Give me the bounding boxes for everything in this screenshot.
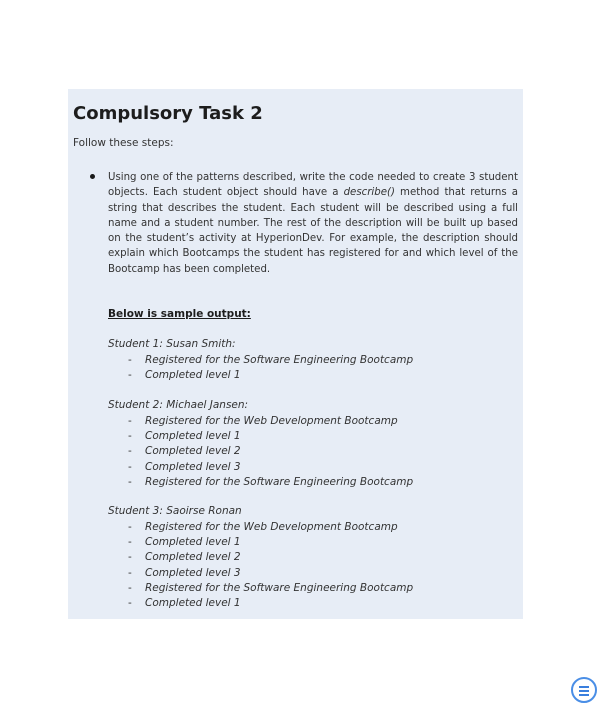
student-activity-list <box>108 520 508 611</box>
list-item: - Registered for the Web Development Bootcamp <box>108 520 508 535</box>
student-name: Student 2: Michael Jansen: <box>108 399 249 411</box>
list-item: - Completed level 3 <box>108 566 508 581</box>
sample-output-heading: Below is sample output: <box>108 308 251 320</box>
student-name: Student 3: Saoirse Ronan <box>108 505 242 517</box>
method-name: describe() <box>343 187 395 199</box>
list-item: - Registered for the Software Engineering Bootcamp <box>108 581 508 596</box>
list-item: - Registered for the Software Engineering Bootcamp <box>108 475 508 490</box>
task-description-start: Using one of the patterns described, write the code needed to create 3 student objects. Each student object should have a <box>108 172 518 199</box>
list-item: - Completed level 1 <box>108 596 508 611</box>
list-item: - Completed level 2 <box>108 444 508 459</box>
task-title: Compulsory Task 2 <box>73 103 263 124</box>
hamburger-menu-icon <box>579 694 589 696</box>
list-item: - Completed level 2 <box>108 550 508 565</box>
student-activity-list <box>108 353 508 383</box>
student-block <box>108 398 508 490</box>
hamburger-menu-icon <box>579 686 589 688</box>
student-block <box>108 504 508 611</box>
task-description-end: method that returns a string that describes the student. Each student will be described using a full name and a student number. The rest of the description will be built up based on the student’s activity at HyperionDev. For example, the description should explain which Bootcamps the student has registered for and which level of the Bootcamp has been completed. <box>108 187 518 275</box>
student-block <box>108 337 508 383</box>
menu-button[interactable] <box>571 677 597 703</box>
hamburger-menu-icon <box>579 690 589 692</box>
list-item: - Registered for the Web Development Bootcamp <box>108 414 508 429</box>
task-panel <box>68 89 523 619</box>
bullet-icon <box>90 174 95 179</box>
student-activity-list <box>108 414 508 490</box>
list-item: - Completed level 1 <box>108 535 508 550</box>
list-item: - Registered for the Software Engineering Bootcamp <box>108 353 508 368</box>
list-item: - Completed level 1 <box>108 429 508 444</box>
task-description <box>108 170 518 277</box>
task-intro: Follow these steps: <box>73 137 174 149</box>
list-item: - Completed level 1 <box>108 368 508 383</box>
list-item: - Completed level 3 <box>108 460 508 475</box>
student-name: Student 1: Susan Smith: <box>108 338 236 350</box>
